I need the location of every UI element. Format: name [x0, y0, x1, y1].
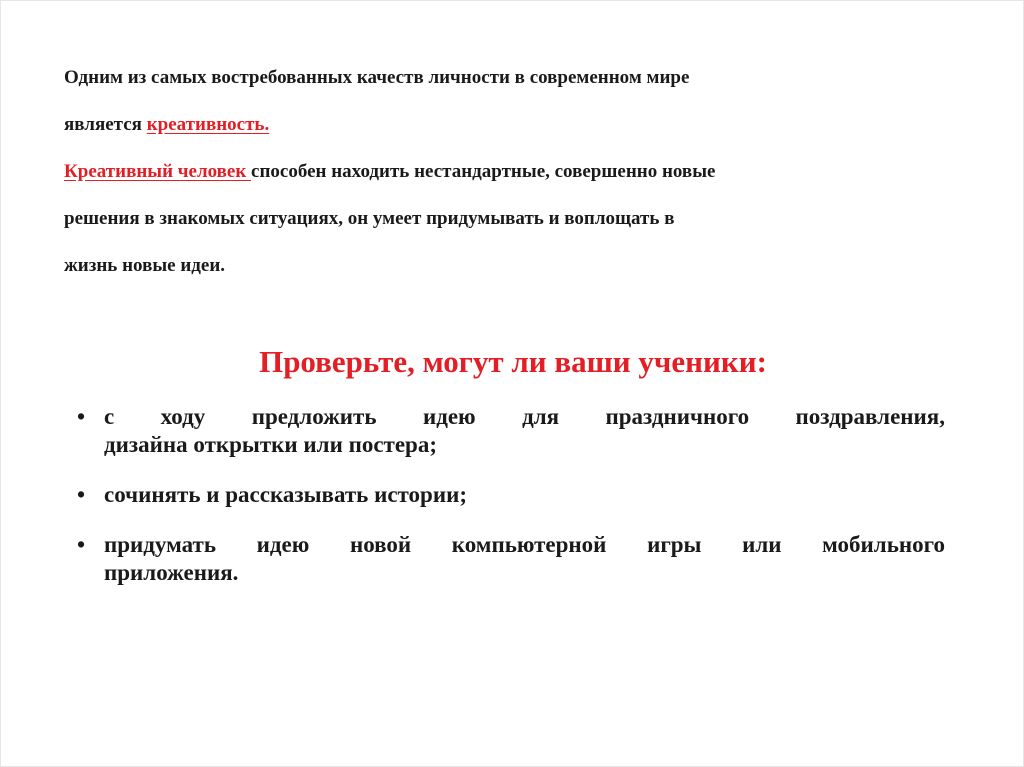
list-item-text	[104, 481, 945, 509]
list-item	[77, 403, 945, 459]
intro-line	[64, 253, 964, 300]
list-item-row: приложения.	[104, 560, 239, 585]
list-item	[77, 481, 945, 509]
bullet-list	[77, 403, 945, 609]
intro-paragraph	[64, 65, 964, 300]
bullet-marker: •	[77, 404, 86, 429]
intro-text: Одним из самых востребованных качеств личности в современном мире	[64, 67, 690, 88]
bullet-marker: •	[77, 482, 86, 507]
section-heading: Проверьте, могут ли ваши ученики:	[259, 344, 767, 379]
intro-text: способен находить нестандартные, совершенно новые	[251, 161, 716, 182]
intro-line	[64, 65, 964, 112]
bullet-marker: •	[77, 532, 86, 557]
list-item-row: с ходу предложить идею для праздничного поздравления,	[104, 404, 945, 429]
intro-text: является	[64, 114, 147, 135]
highlight-creativity: креативность.	[146, 114, 270, 135]
intro-line	[64, 159, 964, 206]
intro-line	[64, 112, 964, 159]
highlight-creative-person: Креативный человек	[64, 161, 252, 182]
list-item-row: сочинять и рассказывать истории;	[104, 482, 468, 507]
list-item-row: придумать идею новой компьютерной игры или мобильного	[104, 532, 945, 557]
list-item-row: дизайна открытки или постера;	[104, 432, 438, 457]
list-item-text	[104, 403, 945, 459]
intro-text: решения в знакомых ситуациях, он умеет придумывать и воплощать в	[64, 208, 675, 229]
intro-text: жизнь новые идеи.	[64, 255, 226, 276]
list-item	[77, 531, 945, 587]
list-item-text	[104, 531, 945, 587]
intro-line	[64, 206, 964, 253]
